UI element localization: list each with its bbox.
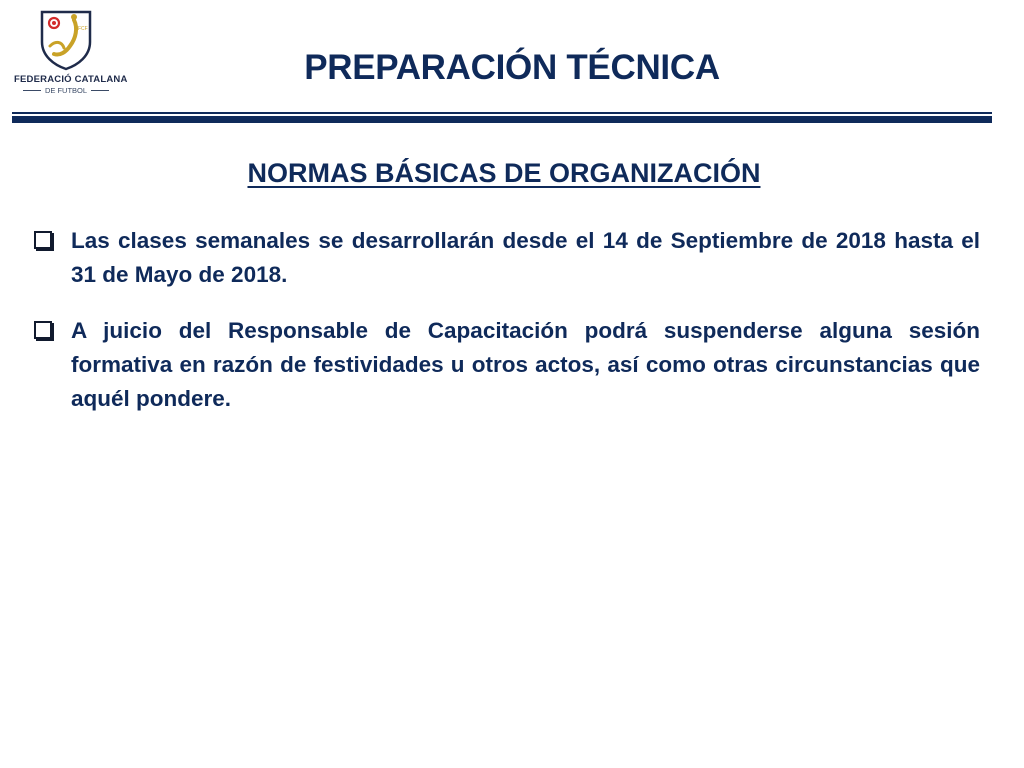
logo-dash-left	[23, 90, 41, 91]
list-item	[34, 314, 980, 416]
checkbox-bullet-icon	[34, 321, 52, 339]
page-title: PREPARACIÓN TÉCNICA	[304, 48, 720, 87]
title-divider-thick	[12, 116, 992, 123]
logo-name-line2-text: DE FUTBOL	[44, 86, 88, 95]
bullet-text: Las clases semanales se desarrollarán desde el 14 de Septiembre de 2018 hasta el 31 de Mayo de 2018.	[71, 228, 980, 287]
title-divider-thin	[12, 112, 992, 114]
bullet-text: A juicio del Responsable de Capacitación podrá suspenderse alguna sesión formativa en razón de festividades u otros actos, así como otras circunstancias que aquél pondere.	[71, 318, 980, 411]
logo-dash-right	[91, 90, 109, 91]
section-heading: NORMAS BÁSICAS DE ORGANIZACIÓN	[247, 158, 761, 188]
bullet-list	[34, 224, 980, 438]
svg-text:FCF: FCF	[78, 26, 88, 32]
list-item	[34, 224, 980, 292]
checkbox-bullet-icon	[34, 231, 52, 249]
logo-name-line1: FEDERACIÓ CATALANA	[14, 74, 128, 85]
